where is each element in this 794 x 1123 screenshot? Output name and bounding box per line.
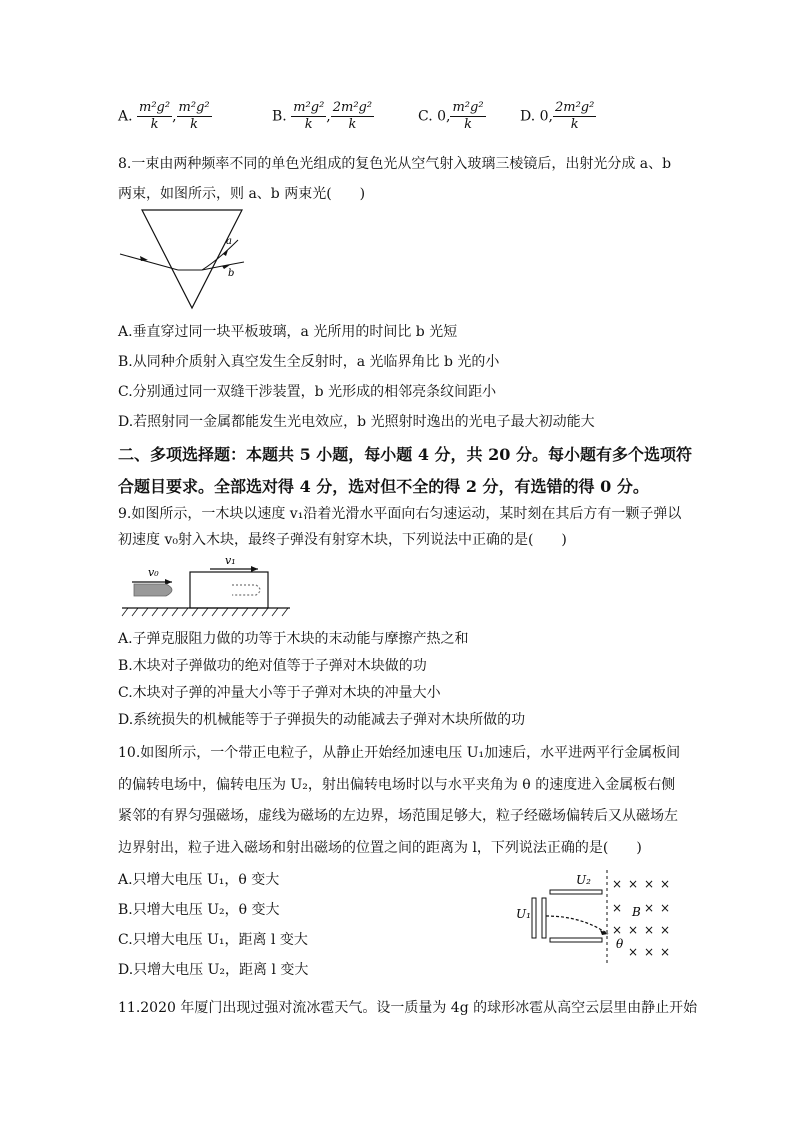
q10-stem-line-2: 的偏转电场中，偏转电压为 U₂，射出偏转电场时以与水平夹角为 θ 的速度进入金属板右侧 bbox=[118, 777, 676, 793]
svg-text:×: × bbox=[660, 945, 671, 959]
embedded-bullet bbox=[232, 585, 260, 595]
svg-text:×: × bbox=[644, 877, 655, 891]
q7b-fraction-1: $\frac{\text{m²g²}}{k}$ bbox=[293, 100, 325, 132]
q8-option-b: B.从同种介质射入真空发生全反射时，a 光临界角比 b 光的小 bbox=[118, 354, 500, 370]
incident-ray bbox=[120, 254, 178, 270]
svg-text:×: × bbox=[660, 901, 671, 915]
label-U1: U₁ bbox=[516, 907, 531, 921]
q10-option-c: C.只增大电压 U₁，距离 l 变大 bbox=[118, 932, 308, 948]
q9-option-c: C.木块对子弹的冲量大小等于子弹对木块的冲量大小 bbox=[118, 685, 441, 701]
q7-option-a: A. $\frac{\text{m²g²}}{k}$ , $\frac{\text{m²g²}}{k}$ bbox=[118, 100, 210, 132]
q8-stem-line-1: 8.一束由两种频率不同的单色光组成的复色光从空气射入玻璃三棱镜后，出射光分成 a、b bbox=[118, 156, 672, 172]
label-a: a bbox=[226, 236, 232, 247]
ray-a bbox=[202, 240, 238, 270]
q8-option-c: C.分别通过同一双缝干涉装置，b 光形成的相邻亮条纹间距小 bbox=[118, 384, 497, 400]
q9-option-d: D.系统损失的机械能等于子弹损失的动能减去子弹对木块所做的功 bbox=[118, 712, 526, 728]
accelerating-plate-right bbox=[542, 898, 546, 938]
label-theta: θ bbox=[616, 937, 624, 951]
q7-option-c: C. 0, $\frac{\text{m²g²}}{k}$ bbox=[418, 100, 484, 132]
deflection-plate-top bbox=[550, 890, 602, 894]
q7a-fraction-2: $\frac{\text{m²g²}}{k}$ bbox=[178, 100, 210, 132]
q9-stem-line-2: 初速度 v₀射入木块，最终子弹没有射穿木块，下列说法中正确的是( ) bbox=[118, 532, 567, 548]
svg-text:×: × bbox=[628, 923, 639, 937]
incident-arrow bbox=[140, 256, 148, 261]
label-U2: U₂ bbox=[576, 873, 591, 887]
svg-text:×: × bbox=[628, 877, 639, 891]
q10-option-b: B.只增大电压 U₂，θ 变大 bbox=[118, 902, 280, 918]
q8-option-d: D.若照射同一金属都能发生光电效应，b 光照射时逸出的光电子最大初动能大 bbox=[118, 414, 595, 430]
svg-text:×: × bbox=[644, 901, 655, 915]
q10-stem-line-1: 10.如图所示，一个带正电粒子，从静止开始经加速电压 U₁加速后，水平进两平行金属板间 bbox=[118, 745, 681, 761]
q9-option-b: B.木块对子弹做功的绝对值等于子弹对木块做的功 bbox=[118, 658, 427, 674]
prism-diagram bbox=[118, 208, 268, 318]
particle-path bbox=[546, 916, 608, 934]
bullet-block-diagram bbox=[118, 552, 293, 622]
q10-option-d: D.只增大电压 U₂，距离 l 变大 bbox=[118, 962, 309, 978]
q10-stem-line-4: 边界射出，粒子进入磁场和射出磁场的位置之间的距离为 l，下列说法正确的是( ) bbox=[118, 840, 642, 856]
wooden-block bbox=[190, 572, 268, 608]
q10-option-a: A.只增大电压 U₁，θ 变大 bbox=[118, 872, 280, 888]
q7-option-b: B. $\frac{\text{m²g²}}{k}$ , $\frac{\text{2m²g²}}{k}$ bbox=[272, 100, 373, 132]
svg-text:×: × bbox=[612, 923, 623, 937]
prism-triangle bbox=[142, 210, 242, 308]
label-v0: v₀ bbox=[148, 566, 159, 579]
label-B: B bbox=[632, 905, 641, 919]
section2-heading-line-1: 二、多项选择题：本题共 5 小题，每小题 4 分，共 20 分。每小题有多个选项符 bbox=[118, 445, 692, 464]
section2-heading-line-2: 合题目要求。全部选对得 4 分，选对但不全的得 2 分，有选错的得 0 分。 bbox=[118, 477, 649, 496]
accelerating-plate-left bbox=[532, 898, 536, 938]
q7-option-d: D. 0, $\frac{\text{2m²g²}}{k}$ bbox=[520, 100, 595, 132]
svg-text:×: × bbox=[660, 877, 671, 891]
svg-text:×: × bbox=[612, 901, 623, 915]
q10-stem-line-3: 紧邻的有界匀强磁场，虚线为磁场的左边界，场范围足够大，粒子经磁场偏转后又从磁场左 bbox=[118, 808, 678, 824]
q7b-fraction-2: $\frac{\text{2m²g²}}{k}$ bbox=[332, 100, 373, 132]
q8-option-a: A.垂直穿过同一块平板玻璃，a 光所用的时间比 b 光短 bbox=[118, 324, 458, 340]
q9-stem-line-1: 9.如图所示，一木块以速度 v₁沿着光滑水平面向右匀速运动，某时刻在其后方有一颗子弹以 bbox=[118, 506, 682, 522]
svg-text:×: × bbox=[644, 945, 655, 959]
svg-text:×: × bbox=[612, 877, 623, 891]
bullet bbox=[134, 584, 172, 596]
q7a-fraction-1: $\frac{\text{m²g²}}{k}$ bbox=[139, 100, 171, 132]
svg-text:×: × bbox=[644, 923, 655, 937]
svg-text:×: × bbox=[660, 923, 671, 937]
q11-stem-line-1: 11.2020 年厦门出现过强对流冰雹天气。设一质量为 4g 的球形冰雹从高空云层里由静止开始 bbox=[118, 1000, 698, 1016]
q8-stem-line-2: 两束，如图所示，则 a、b 两束光( ) bbox=[118, 186, 366, 202]
label-v1: v₁ bbox=[225, 554, 236, 567]
deflection-plate-bottom bbox=[550, 938, 602, 942]
label-b: b bbox=[228, 268, 235, 279]
q9-option-a: A.子弹克服阻力做的功等于木块的末动能与摩擦产热之和 bbox=[118, 631, 469, 647]
q7c-fraction: $\frac{\text{m²g²}}{k}$ bbox=[452, 100, 484, 132]
svg-text:×: × bbox=[628, 945, 639, 959]
deflection-magnetic-field-diagram bbox=[512, 868, 682, 968]
q7d-fraction: $\frac{\text{2m²g²}}{k}$ bbox=[555, 100, 595, 132]
ground-hatching bbox=[122, 608, 288, 616]
